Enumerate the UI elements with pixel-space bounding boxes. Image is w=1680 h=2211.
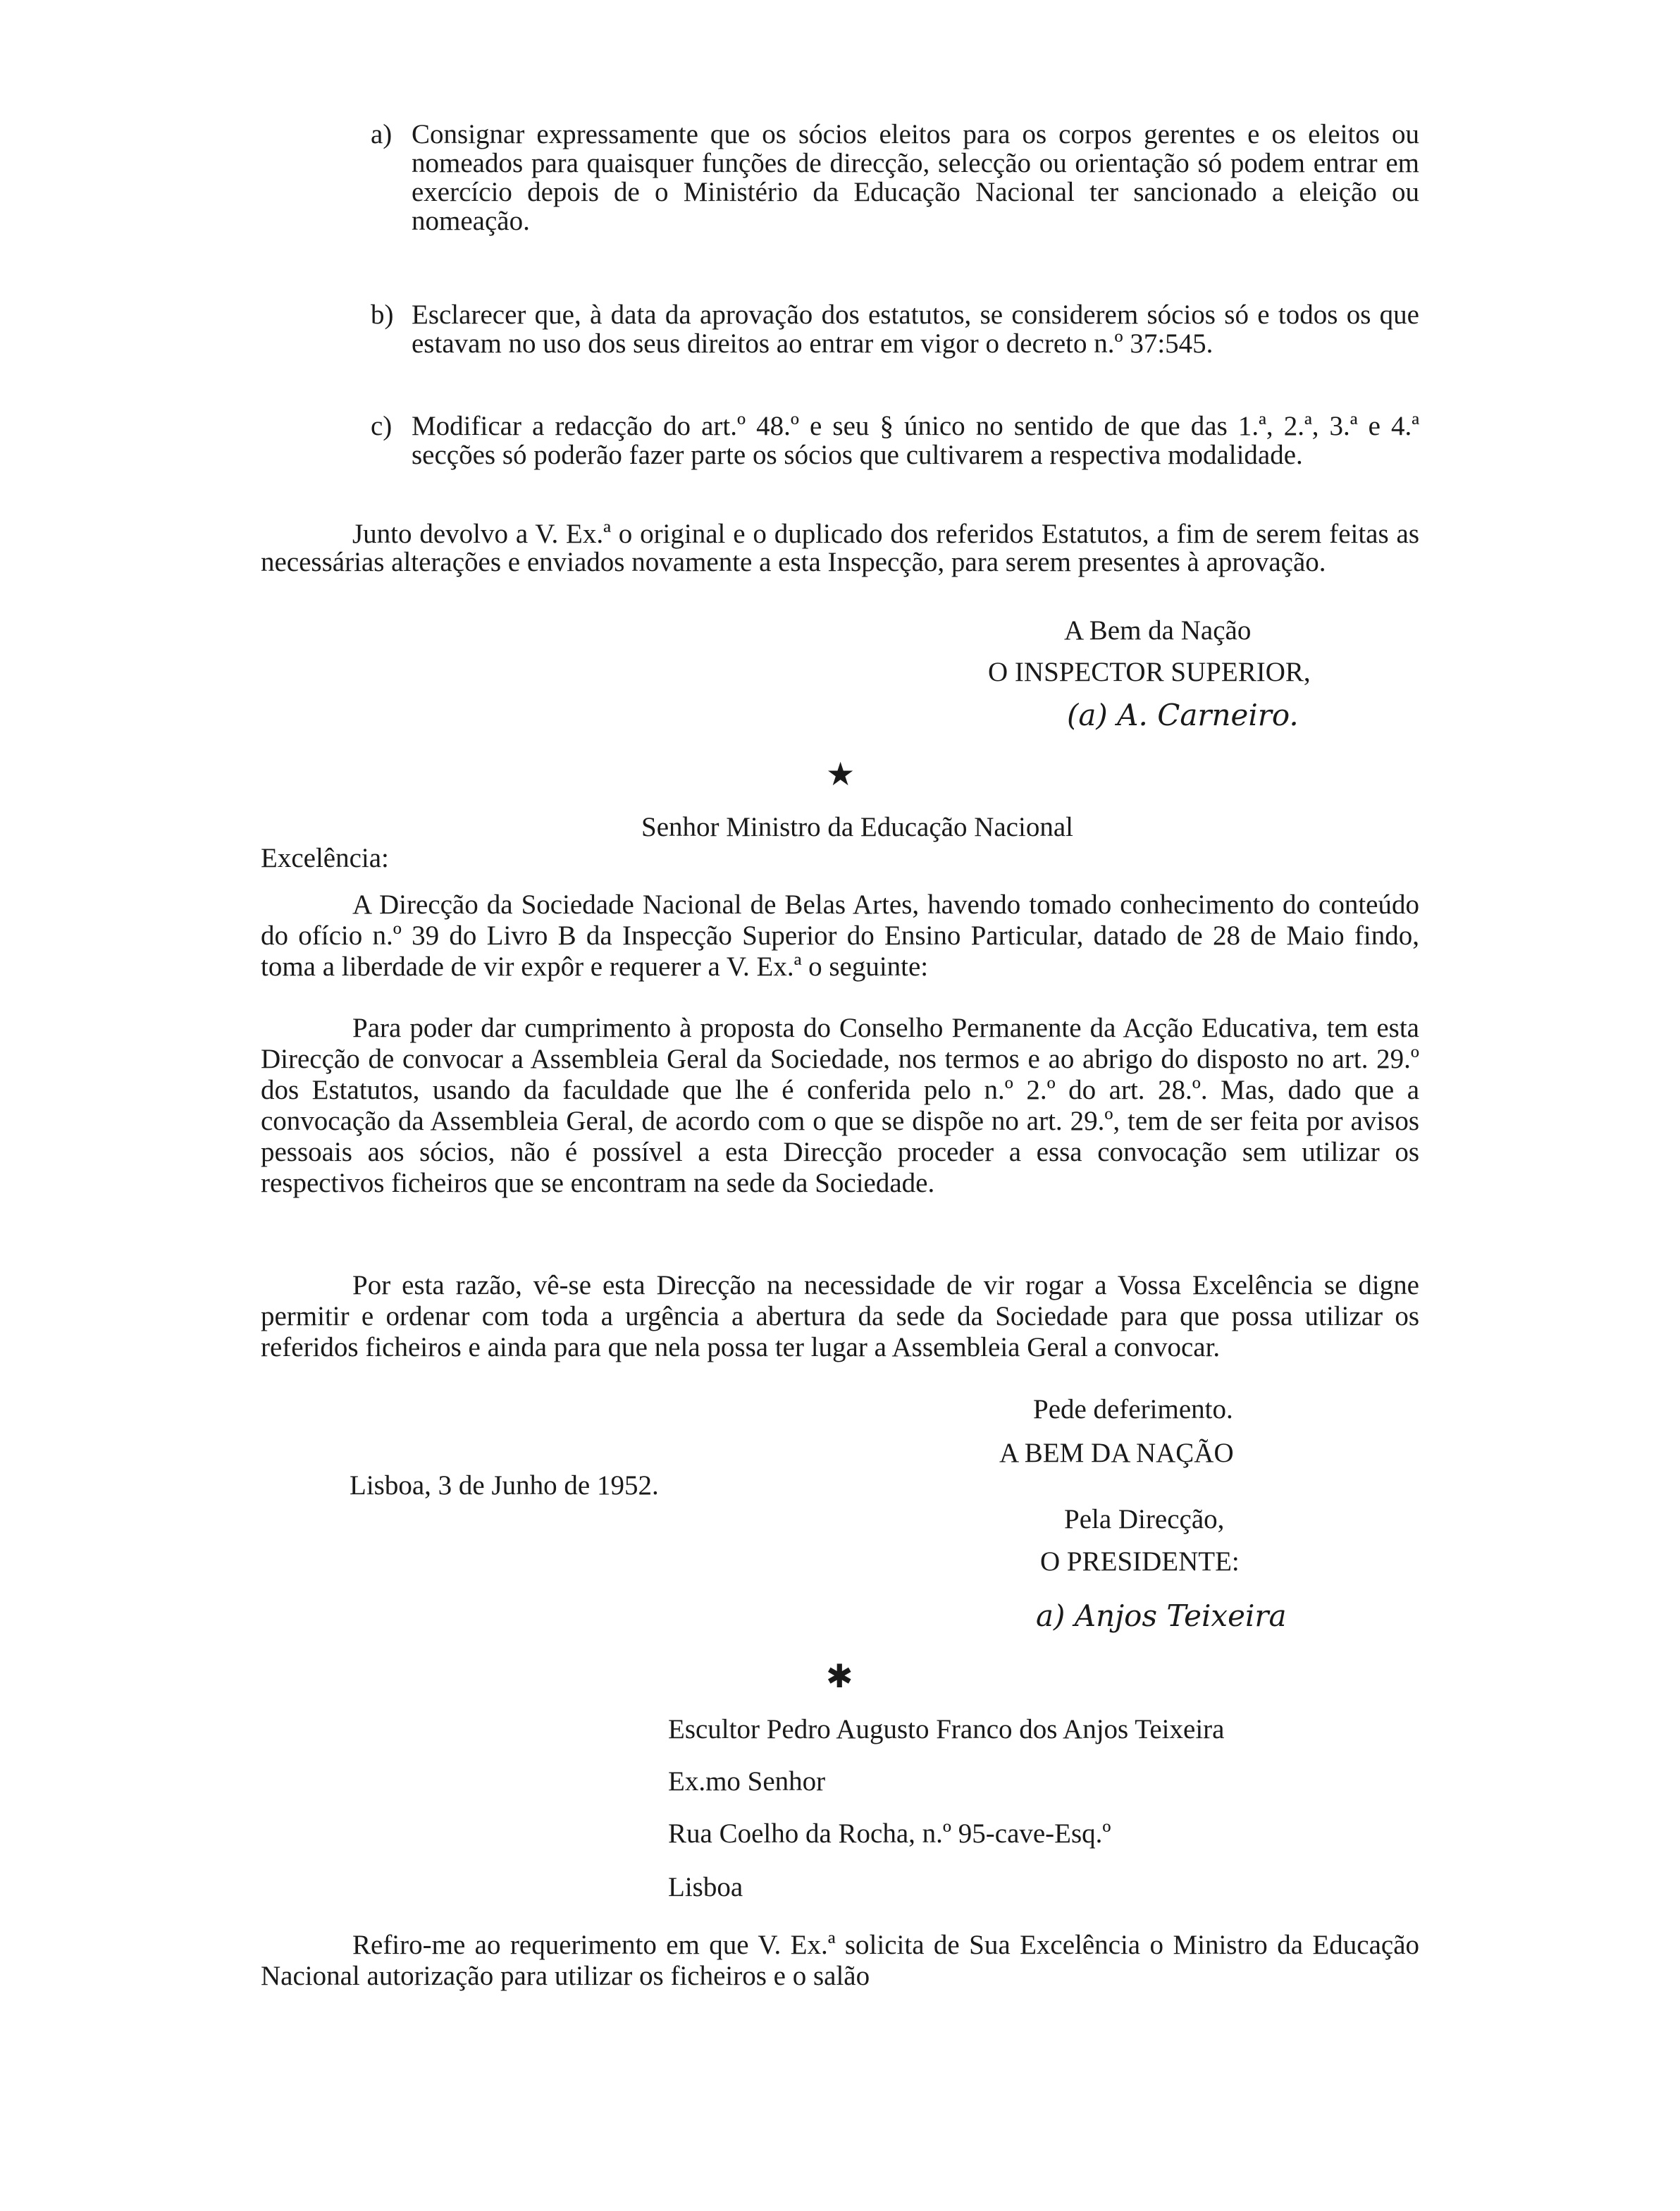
separator-star: ★ bbox=[826, 756, 856, 792]
letter3-address-line-2: Ex.mo Senhor bbox=[668, 1766, 826, 1797]
item-c-marker: c) bbox=[371, 411, 393, 441]
letter2-place-date: Lisboa, 3 de Junho de 1952. bbox=[350, 1470, 659, 1501]
item-b-text: Esclarecer que, à data da aprovação dos estatutos, se considerem sócios só e todos os que estavam no uso dos seus direitos ao entrar em vigor o decreto n.º 37:545. bbox=[412, 300, 1419, 359]
letter2-paragraph-2: Para poder dar cumprimento à proposta do Conselho Permanente da Acção Educativa, tem esta Direcção de convocar a Assembleia Geral da Sociedade, nos termos e ao abrigo do disposto no art. 29.º dos Estatutos, usando da faculdade que lhe é conferida pelo n.º 2.º do art. 28.º. Mas, dado que a convocação da Assembleia Geral, de acordo com o que se dispõe no art. 29.º, tem de ser feita por avisos pessoais aos sócios, não é possível a esta Direcção proceder a essa convocação sem utilizar os respectivos ficheiros que se encontram na sede da Sociedade. bbox=[261, 1013, 1419, 1198]
separator-star-2: ✱ bbox=[826, 1658, 853, 1694]
letter1-title: O INSPECTOR SUPERIOR, bbox=[988, 657, 1311, 687]
letter3-paragraph: Refiro-me ao requerimento em que V. Ex.ª solicita de Sua Excelência o Ministro da Educação Nacional autorização para utilizar os ficheiros e o salão bbox=[261, 1930, 1419, 1991]
item-b bbox=[371, 300, 1419, 359]
letter3-address-line-1: Escultor Pedro Augusto Franco dos Anjos Teixeira bbox=[668, 1714, 1225, 1744]
letter2-title: O PRESIDENTE: bbox=[1040, 1546, 1240, 1577]
item-a-marker: a) bbox=[371, 119, 393, 149]
letter1-signature: (a) A. Carneiro. bbox=[1067, 698, 1299, 732]
item-c bbox=[371, 411, 1419, 470]
letter2-salutation: Excelência: bbox=[261, 843, 389, 873]
item-a bbox=[371, 119, 1419, 236]
letter2-request: Pede deferimento. bbox=[1033, 1394, 1233, 1424]
item-b-marker: b) bbox=[371, 300, 394, 330]
letter2-paragraph-1: A Direcção da Sociedade Nacional de Belas Artes, havendo tomado conhecimento do conteúdo do ofício n.º 39 do Livro B da Inspecção Superior do Ensino Particular, datado de 28 de Maio findo, toma a liberdade de vir expôr e requerer a V. Ex.ª o seguinte: bbox=[261, 889, 1419, 982]
letter3-address-line-4: Lisboa bbox=[668, 1872, 743, 1902]
item-a-text: Consignar expressamente que os sócios eleitos para os corpos gerentes e os eleitos ou nomeados para quaisquer funções de direcção, selecção ou orientação só podem entrar em exercício depois de o Ministério da Educação Nacional ter sancionado a eleição ou nomeação. bbox=[412, 119, 1419, 236]
letter2-signature: a) Anjos Teixeira bbox=[1036, 1599, 1287, 1633]
letter1-closing: A Bem da Nação bbox=[1064, 615, 1252, 646]
letter2-addressee: Senhor Ministro da Educação Nacional bbox=[641, 812, 1073, 842]
item-c-text: Modificar a redacção do art.º 48.º e seu § único no sentido de que das 1.ª, 2.ª, 3.ª e 4.ª secções só poderão fazer parte os sócios que cultivarem a respectiva modalidade. bbox=[412, 411, 1419, 470]
letter1-paragraph: Junto devolvo a V. Ex.ª o original e o duplicado dos referidos Estatutos, a fim de serem feitas as necessárias alterações e enviados novamente a esta Inspecção, para serem presentes à aprovação. bbox=[261, 519, 1419, 577]
letter2-closing: A BEM DA NAÇÃO bbox=[999, 1438, 1234, 1468]
letter3-address-line-3: Rua Coelho da Rocha, n.º 95-cave-Esq.º bbox=[668, 1818, 1111, 1849]
letter2-paragraph-3: Por esta razão, vê-se esta Direcção na necessidade de vir rogar a Vossa Excelência se digne permitir e ordenar com toda a urgência a abertura da sede da Sociedade para que possa utilizar os referidos ficheiros e ainda para que nela possa ter lugar a Assembleia Geral a convocar. bbox=[261, 1270, 1419, 1362]
letter2-by: Pela Direcção, bbox=[1064, 1504, 1225, 1534]
